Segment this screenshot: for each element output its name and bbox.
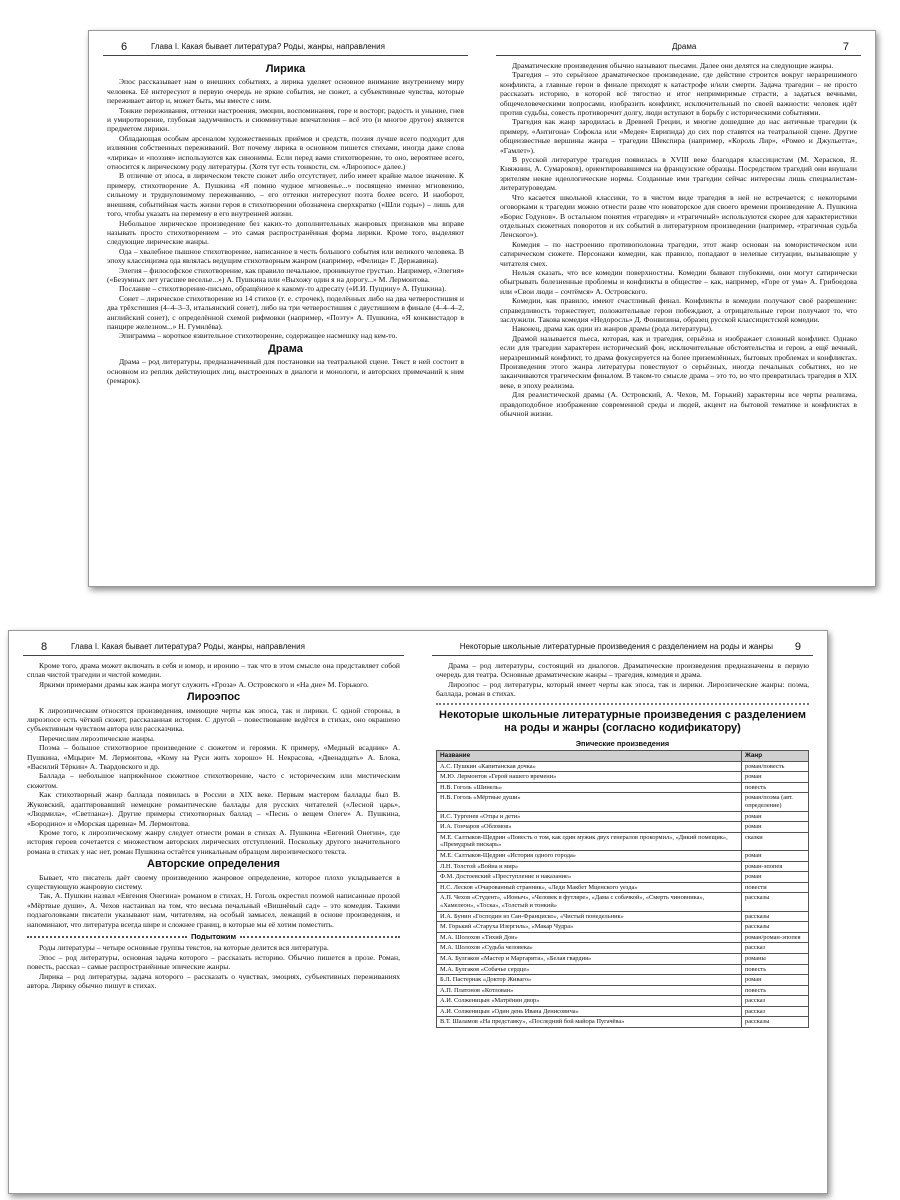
work-title-cell: М. Горький «Старуха Изергиль», «Макар Чудра» xyxy=(437,922,742,933)
paragraph: Для реалистической драмы (А. Островский, А. Чехов, М. Горький) характерны все черты реализма, правдоподобное изображение современной среды и людей, акцент на бытовой тематике и конфликтах в обычной жизни. xyxy=(500,390,857,419)
column-header-name: Название xyxy=(437,751,742,762)
paragraph: Так, А. Пушкин назвал «Евгения Онегина» романом в стихах, Н. Гоголь окрестил поэмой написанные прозой «Мёртвые души», А. Чехов настаивал на том, что весьма печальный «Вишнёвый сад» – это комедия. Такими подзаголовками писатели указывают нам, читателям, на особый замысел, лежащий в основе произведения, и напоминают, что литература всегда шире и сложнее границ, в которые мы её хотим поместить. xyxy=(27,891,400,929)
table-row xyxy=(437,782,809,793)
paragraph: Послание – стихотворение-письмо, обращённое к какому-то адресату («И.И. Пущину» А. Пушкина). xyxy=(119,284,447,294)
table-row xyxy=(437,932,809,943)
work-title-cell: А.И. Солженицын «Один день Ивана Денисовича» xyxy=(437,1006,742,1017)
work-title-cell: М.А. Булгаков «Мастер и Маргарита», «Белая гвардия» xyxy=(437,953,742,964)
table-row xyxy=(437,772,809,783)
work-title-cell: М.А. Булгаков «Собачье сердце» xyxy=(437,964,742,975)
section-heading-lyrics: Лирика xyxy=(265,63,306,75)
table-body xyxy=(437,761,809,1027)
work-title-cell: Б.Л. Пастернак «Доктор Живаго» xyxy=(437,975,742,986)
table-row xyxy=(437,893,809,911)
paragraphs xyxy=(27,706,400,857)
genre-cell: рассказы xyxy=(742,893,809,911)
paragraph: Комедии, как правило, имеют счастливый финал. Конфликты в комедии получают своё разрешение: справедливость торжествует, положительные герои побеждают, а отрицательные герои получают то, что заслужили. Такова комедия «Недоросль» Д. Фонвизина, образец русской классицистской комедии. xyxy=(500,296,857,324)
page-body xyxy=(27,661,400,1187)
genre-cell: роман xyxy=(742,872,809,883)
genre-cell: роман xyxy=(742,822,809,833)
paragraphs xyxy=(500,61,857,418)
paragraph: Нельзя сказать, что все комедии поверхностны. Комедии бывают глубокими, они могут сатирически обыгрывать болезненные проблемы и конфликты в обществе – как, например, «Горе от ума» А. Грибоедова или «Свои люди – сочтёмся» А. Островского. xyxy=(500,267,857,296)
genre-cell: рассказы xyxy=(742,911,809,922)
page-body xyxy=(500,61,857,580)
work-title-cell: А.С. Пушкин «Капитанская дочка» xyxy=(437,761,742,772)
genre-cell: роман/роман-эпопея xyxy=(742,932,809,943)
paragraph: Эпос – род литературы, основная задача которого – рассказать историю. Обычно пишется в прозе. Роман, повесть, рассказ – самые распространённые эпические жанры. xyxy=(27,952,400,972)
section-heading-author-definitions: Авторские определения xyxy=(147,858,280,871)
genre-cell: повесть xyxy=(742,985,809,996)
running-header xyxy=(103,39,468,56)
table-row xyxy=(437,832,809,850)
table-row xyxy=(437,911,809,922)
table-row xyxy=(437,822,809,833)
summary-label: Подытожим xyxy=(190,931,237,941)
paragraphs xyxy=(27,661,400,689)
genre-cell: рассказы xyxy=(742,1017,809,1028)
paragraph: Перечислим лироэпические жанры. xyxy=(39,733,155,743)
paragraph: Обладающая особым арсеналом художественных приёмов и средств, поэзия лучше всего подходит для излияния собственных переживаний. Вот почему лирика в основном пишется стихами, иногда даже слова «лирика» и «поэзия» используются как синонимы. Если перед вами стихотворение, то оно, вероятнее всего, относится к лирическому роду литературы. (Хотя тут есть тонкости, см. «Лироэпос» далее.) xyxy=(107,133,464,172)
genre-cell: повесть xyxy=(742,964,809,975)
work-title-cell: А.П. Платонов «Котлован» xyxy=(437,985,742,996)
table-row xyxy=(437,953,809,964)
paragraphs xyxy=(27,943,400,990)
genre-cell: роман xyxy=(742,811,809,822)
genre-cell: повесть xyxy=(742,782,809,793)
genre-cell: роман xyxy=(742,975,809,986)
genre-cell: рассказы xyxy=(742,922,809,933)
paragraph: Драма – род литературы, предназначенный для постановки на театральной сцене. Текст в ней состоит в основном из реплик действующих лиц, выстроенных в диалоги и монологи, и авторских примечаний к ним (ремарок). xyxy=(107,357,464,385)
work-title-cell: Л.Н. Толстой «Война и мир» xyxy=(437,861,742,872)
paragraph: Трагедия – это серьёзное драматическое произведение, где действие строится вокруг неразрешимого конфликта, а главные герои в финале приходят к катастрофе и/или смерти. Задача трагедии – не просто рассказать историю, в которой всё тягостно и итог непримиримые страсти, а задаться вечными, общечеловеческими вопросами, изобразить конфликт, исключительный по своей важности: человек идёт против судьбы, совесть противоречит долгу, люди вступают в борьбу с историческими событиями. xyxy=(500,70,857,118)
work-title-cell: А.П. Чехов «Студент», «Ионыч», «Человек в футляре», «Дама с собачкой», «Смерть чиновника», «Хамелеон», «Тоска», «Толстый и тонкий» xyxy=(437,893,742,911)
summary-divider xyxy=(27,932,400,941)
table-row xyxy=(437,850,809,861)
work-title-cell: М.Е. Салтыков-Щедрин «История одного города» xyxy=(437,850,742,861)
table-row xyxy=(437,964,809,975)
page-number: 8 xyxy=(41,641,48,653)
paragraph: Эпиграмма – короткое язвительное стихотворение, содержащее насмешку над кем-то. xyxy=(119,331,398,341)
paragraph: Поэма – большое стихотворное произведение с сюжетом и героями. К примеру, «Медный всадник» А. Пушкина, «Мцыри» М. Лермонтова, «Кому на Руси жить хорошо» Н. Некрасова, «Двенадцать» А. Блока, «Василий Тёркин» А. Твардовского и др. xyxy=(27,743,400,772)
chapter-title: Глава I. Какая бывает литература? Роды, жанры, направления xyxy=(71,642,305,651)
page-8 xyxy=(9,631,418,1193)
paragraph: Тонкие переживания, оттенки настроения, эмоции, воспоминания, горе и восторг, радость и уныние, гнев и умиротворение, глубокая задумчивость и сиюминутные впечатления – всё это (и многое другое) является предметом лирики. xyxy=(107,105,464,134)
section-title: Некоторые школьные литературные произведения с разделением на роды и жанры xyxy=(459,642,773,651)
paragraph: Драмой называется пьеса, которая, как и трагедия, серьёзна и изображает сложный конфликт. Однако если для трагедии характерен исторический фон, исключительные обстоятельства и герои, а ещё вечный, неразрешимый конфликт, то драма фокусируется на более приземлённых, бытовых проблемах и конфликтах. Произведения этого жанра литературы повествуют о серьёзных, иногда печальных событиях, но не заканчиваются трагическим финалом. В таком-то смысле драма – это то, во что превратилась трагедия в XIX веке, в эпоху реализма. xyxy=(500,333,857,390)
work-title-cell: Н.С. Лесков «Очарованный странник», «Леди Макбет Мценского уезда» xyxy=(437,882,742,893)
table-heading: Некоторые школьные литературные произведения с разделением на роды и жанры (согласно кодификатору) xyxy=(439,708,806,734)
paragraph: Ода – хвалебное пышное стихотворение, написанное в честь большого события или великого человека. В эпоху классицизма ода являлась ведущим стихотворным жанром (например, «Фелица» Г. Державина). xyxy=(107,246,464,266)
paragraph: Трагедия как жанр зародилась в Древней Греции, и многие дошедшие до нас античные трагедии (к примеру, «Антигона» Софокла или «Медея» Еврипида) до сих пор ставятся на театральной сцене. Другие общеизвестные вершины жанра – трагедии Шекспира (например, «Король Лир», «Ромео и Джульетта», «Гамлет»). xyxy=(500,117,857,155)
paragraph: Наконец, драма как один из жанров драмы (рода литературы). xyxy=(512,324,713,334)
work-title-cell: М.Е. Салтыков-Щедрин «Повесть о том, как один мужик двух генералов прокормил», «Дикий помещик», «Премудрый пискарь» xyxy=(437,832,742,850)
work-title-cell: И.С. Тургенев «Отцы и дети» xyxy=(437,811,742,822)
table-row xyxy=(437,872,809,883)
paragraph: Как стихотворный жанр баллада появилась в России в XIX веке. Первым мастером баллады был В. Жуковский, адаптировавший немецкие романтические баллады для русских читателей («Лесной царь», «Людмила», «Светлана»). Другие примеры стихотворных баллад – «Песнь о вещем Олеге» А. Пушкина, «Бородино» и «Морская царевна» М. Лермонтова. xyxy=(27,790,400,828)
genre-cell: рассказ xyxy=(742,1006,809,1017)
genre-cell: рассказ xyxy=(742,996,809,1007)
paragraph: Яркими примерами драмы как жанра могут служить «Гроза» А. Островского и «На дне» М. Горького. xyxy=(39,679,369,689)
paragraph: Эпос рассказывает нам о внешних событиях, а лирика уделяет основное внимание внутреннему миру человека. Её интересуют в первую очередь не яркие события, не сюжет, а субъективные чувства, которые переживает автор и, может быть, мы вместе с ним. xyxy=(107,77,464,106)
table-row xyxy=(437,793,809,811)
paragraph: Драма – род литературы, состоящий из диалогов. Драматические произведения предназначены в первую очередь для театра. Основные драматические жанры – трагедия, комедия и драма. xyxy=(436,661,809,680)
genre-cell: роман-эпопея xyxy=(742,861,809,872)
page-7 xyxy=(482,31,875,586)
table-row xyxy=(437,922,809,933)
paragraphs xyxy=(436,661,809,699)
table-row xyxy=(437,1006,809,1017)
chapter-title: Глава I. Какая бывает литература? Роды, жанры, направления xyxy=(151,42,385,51)
table-row xyxy=(437,811,809,822)
paragraph: Сонет – лирическое стихотворение из 14 стихов (т. е. строчек), поделённых либо на два четверостишия и два трёхстишия (4–4–3–3, итальянский сонет), либо на три четверостишия с двустишием в финале (4–4–4–2, английский сонет), с определённой схемой рифмовки (например, «Поэту» А. Пушкина, «Я конквистадор в панцире железном...» Н. Гумилёва). xyxy=(107,293,464,331)
genre-cell: рассказ xyxy=(742,943,809,954)
paragraph: В русской литературе трагедия появилась в XVIII веке благодаря классицистам (М. Херасков, Я. Княжнин, А. Сумароков), ориентировавшимся на французские образцы. Посредством трагедий они внушали зрителям некие идеологические нормы. Созданные ими трагедии сейчас интересны лишь специалистам-литературоведам. xyxy=(500,155,857,193)
table-row xyxy=(437,882,809,893)
paragraph: Драматические произведения обычно называют пьесами. Далее они делятся на следующие жанры. xyxy=(512,61,834,70)
paragraph: Элегия – философское стихотворение, как правило печальное, проникнутое грустью. Например, «Элегия» («Безумных лет угасшее веселье...») А. Пушкина или «Выхожу один я на дорогу...» М. Лермонтова. xyxy=(107,265,464,284)
table-subheading: Эпические произведения xyxy=(575,738,670,748)
paragraph: Баллада – небольшое напряжённое сюжетное стихотворение, часто с историческим или мистическим сюжетом. xyxy=(27,771,400,790)
paragraph: Комедия – по настроению противоположна трагедии, этот жанр основан на юмористическом или сатирическом сюжете. Персонажи комедии, как правило, попадают в нелепые ситуации, вызывающие у читателя смех. xyxy=(500,239,857,268)
table-row xyxy=(437,761,809,772)
running-header xyxy=(23,639,404,656)
paragraph: Роды литературы – четыре основные группы текстов, на которые делится вся литература. xyxy=(39,943,329,953)
work-title-cell: М.А. Шолохов «Судьба человека» xyxy=(437,943,742,954)
work-title-cell: М.А. Шолохов «Тихий Дон» xyxy=(437,932,742,943)
paragraph: В отличие от эпоса, в лирическом тексте сюжет либо отсутствует, либо имеет крайне малое значение. К примеру, стихотворение А. Пушкина «Я помню чудное мгновенье...» посвящено именно мгновению, сильному и труднуловимому переживанию, – его оттенки интересуют поэта более всего. И наоборот, внешняя, событийная часть жизни героя в стихотворении обозначена сверхкратко («Шли годы») – лишь для того, чтобы указать на перемену в его внутренней жизни. xyxy=(107,171,464,219)
work-title-cell: А.И. Солженицын «Матрёнин двор» xyxy=(437,996,742,1007)
table-row xyxy=(437,943,809,954)
genre-cell: роман xyxy=(742,772,809,783)
work-title-cell: И.А. Бунин «Господин из Сан-Франциско», «Чистый понедельник» xyxy=(437,911,742,922)
page-body xyxy=(107,61,464,580)
genre-cell: роман xyxy=(742,850,809,861)
paragraph: Что касается школьной классики, то в чистом виде трагедия в ней не встречается; с некоторыми оговорками к трагедии можно отнести разве что новаторское для своего времени произведение А. Пушкина «Борис Годунов». В остальном понятия «трагедия» и «трагичный» используются скорее для характеристики отдельных сюжетных поворотов и их событий в литературном произведении (например, «трагичная судьба Ленского»). xyxy=(500,192,857,240)
page-number: 6 xyxy=(121,41,128,53)
section-heading-lyroepos: Лироэпос xyxy=(186,691,241,704)
genre-cell: романы xyxy=(742,953,809,964)
page-9 xyxy=(418,631,827,1193)
page-6 xyxy=(89,31,482,586)
table-row xyxy=(437,861,809,872)
genre-cell: сказки xyxy=(742,832,809,850)
genre-cell: роман/повесть xyxy=(742,761,809,772)
work-title-cell: И.А. Гончаров «Обломов» xyxy=(437,822,742,833)
paragraph: Кроме того, драма может включать в себя и юмор, и иронию – так что в этом смысле она представляет собой сплав чистой трагедии и чистой комедии. xyxy=(27,661,400,680)
work-title-cell: М.Ю. Лермонтов «Герой нашего времени» xyxy=(437,772,742,783)
work-title-cell: Н.В. Гоголь «Мёртвые души» xyxy=(437,793,742,811)
genre-cell: роман/поэма (авт. определение) xyxy=(742,793,809,811)
genre-cell: повести xyxy=(742,882,809,893)
page-number: 7 xyxy=(842,41,849,53)
paragraphs xyxy=(27,873,400,929)
paragraph: Лирика – род литературы, задача которого – рассказать о чувствах, эмоциях, субъективных переживаниях автора. Лирику обычно пишут в стихах. xyxy=(27,971,400,990)
paragraph: К лироэпическим относятся произведения, имеющие черты как эпоса, так и лирики. С одной стороны, в лироэпосе есть чёткий сюжет, рассказанная история. С другой – повествование ведётся в стихах, оно окрашено субъективным чувством автора или рассказчика. xyxy=(27,705,400,734)
paragraph: Бывает, что писатель даёт своему произведению жанровое определение, которое плохо укладывается в существующую жанровую систему. xyxy=(27,872,400,891)
page-number: 9 xyxy=(794,641,801,653)
paragraphs xyxy=(107,357,464,385)
section-title: Драма xyxy=(672,42,697,51)
running-header xyxy=(496,39,861,56)
page-body xyxy=(436,661,809,1187)
table-row xyxy=(437,975,809,986)
paragraph: Небольшое лирическое произведение без каких-то дополнительных жанровых признаков мы вправе называть просто стихотворением – это самая распространённая форма лирики. Кроме того, выделяют следующие лирические жанры. xyxy=(107,218,464,247)
column-header-genre: Жанр xyxy=(742,751,809,762)
paragraph: Кроме того, к лироэпическому жанру следует отнести роман в стихах А. Пушкина «Евгений Онегин», где история героев сочетается с множеством авторских лирических отступлений. Поскольку другого значительного романа в стихах у нас нет, роман Пушкина остаётся уникальным образцом лироэпического текста. xyxy=(27,827,400,856)
dotted-divider xyxy=(436,703,809,705)
works-table xyxy=(436,750,809,1028)
running-header xyxy=(432,639,813,656)
paragraph: Лироэпос – род литературы, который имеет черты как эпоса, так и лирики. Лироэпические жанры: поэма, баллада, роман в стихах. xyxy=(436,679,809,699)
book-spread-pages-8-9 xyxy=(8,630,828,1194)
table-row xyxy=(437,985,809,996)
work-title-cell: В.Т. Шаламов «На представку», «Последний бой майора Пугачёва» xyxy=(437,1017,742,1028)
work-title-cell: Ф.М. Достоевский «Преступление и наказание» xyxy=(437,872,742,883)
section-heading-drama: Драма xyxy=(268,342,303,355)
book-spread-pages-6-7 xyxy=(88,30,876,587)
work-title-cell: Н.В. Гоголь «Шинель» xyxy=(437,782,742,793)
table-row xyxy=(437,1017,809,1028)
table-row xyxy=(437,996,809,1007)
paragraphs xyxy=(107,77,464,340)
